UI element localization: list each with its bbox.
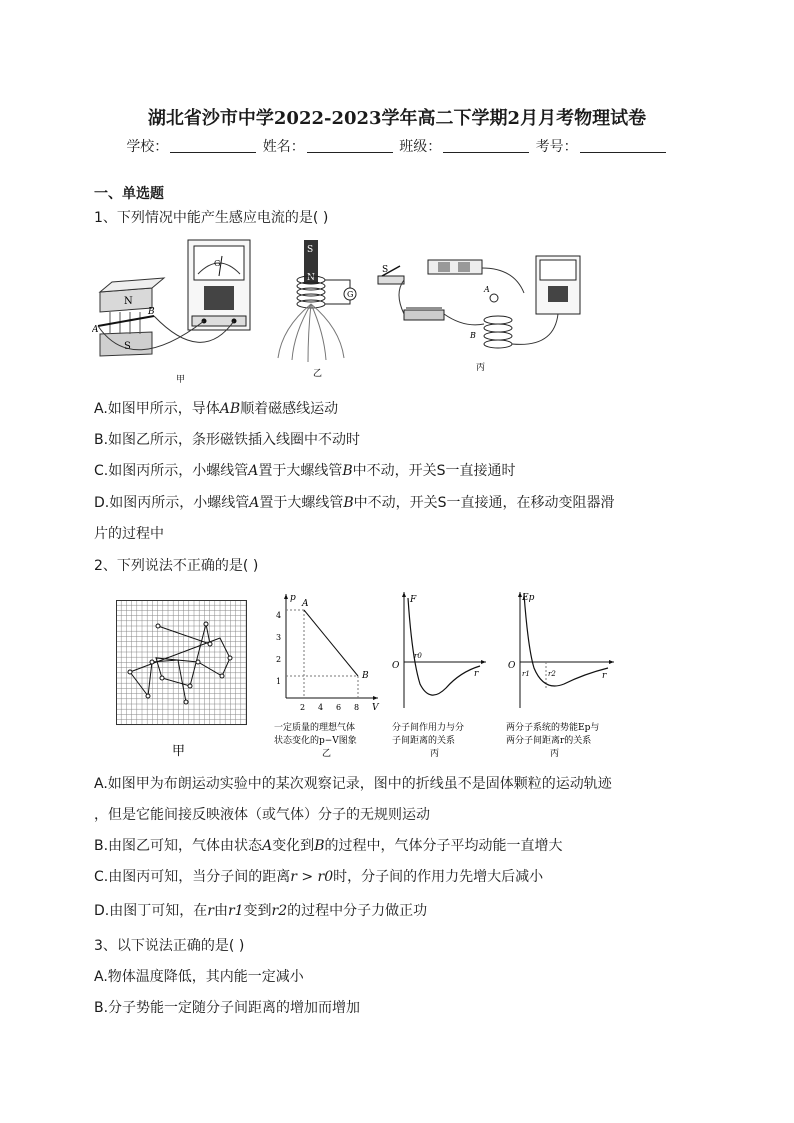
page-title: 湖北省沙市中学2022-2023学年高二下学期2月月考物理试卷: [147, 108, 647, 129]
exam-no-label: 考号：: [535, 139, 578, 155]
q1-option-c: [94, 460, 516, 480]
q2-d-var-r: r: [207, 903, 214, 919]
q2-stem: 2、下列说法不正确的是( ): [94, 558, 259, 574]
student-info-row: [0, 136, 794, 156]
fig-jia-caption: 甲: [176, 375, 186, 385]
name-label: 姓名：: [262, 139, 305, 155]
name-blank: [307, 138, 393, 153]
q1-d-text-4: 一直接通，在移动变阻器滑: [446, 495, 615, 511]
section-heading: 一、单选题: [94, 186, 164, 202]
switch-s-label: S: [382, 265, 389, 275]
q1-c-var-s: S: [436, 463, 446, 479]
q2-d-text-3: 变到: [243, 903, 272, 919]
exam-no-blank: [580, 138, 666, 153]
force-caption-1: 分子间作用力与分: [392, 723, 465, 733]
q2-option-c: [94, 866, 543, 886]
fig-bing-caption: 丙: [476, 363, 486, 373]
q2-b-var-a: A: [262, 838, 273, 854]
q1-figure-bing: [374, 248, 584, 374]
potential-caption-1: 两分子系统的势能Ep与: [506, 723, 600, 733]
pv-point-a-label: A: [302, 599, 309, 609]
pv-v-axis-label: V: [372, 703, 379, 713]
q1-d-text-3: 中不动，开关: [353, 495, 438, 511]
q1-c-var-b: B: [342, 463, 353, 479]
conductor-a-label: A: [92, 325, 99, 335]
q1-d-text: D.如图丙所示，小螺线管: [94, 495, 250, 511]
yi-g-label: G: [347, 290, 354, 299]
q1-stem: 1、下列情况中能产生感应电流的是( ): [94, 210, 329, 226]
q1-a-var: AB: [219, 401, 241, 417]
pv-caption-1: 一定质量的理想气体: [274, 723, 356, 733]
q2-option-d: [94, 900, 427, 920]
q2-figure-jia: [116, 600, 248, 760]
force-r-axis-label: r: [474, 669, 479, 679]
pv-caption-3: 乙: [322, 749, 332, 758]
q1-a-text: A.如图甲所示，导体: [94, 401, 220, 417]
q2-b-var-b: B: [314, 838, 325, 854]
q2-figure-bing-potential: [504, 588, 622, 758]
q2-fig-jia-caption: 甲: [172, 744, 186, 759]
solenoid-b-label: B: [470, 331, 476, 340]
galvanometer-g-label: G: [214, 259, 221, 268]
force-r0-label: r0: [414, 652, 422, 660]
q1-c-var-a: A: [248, 463, 259, 479]
q1-d-var-a: A: [249, 495, 260, 511]
force-caption-3: 丙: [430, 749, 440, 758]
q3-option-a: A.物体温度降低，其内能一定减小: [94, 969, 304, 985]
q1-option-b: B.如图乙所示，条形磁铁插入线圈中不动时: [94, 432, 361, 448]
pv-p-axis-label: p: [290, 593, 296, 603]
q3-stem: 3、以下说法正确的是( ): [94, 938, 245, 954]
magnet-s-label: S: [124, 341, 131, 352]
q2-b-text-3: 的过程中，气体分子平均动能一直增大: [324, 838, 563, 854]
q1-option-d: [94, 492, 615, 512]
q1-d-text-2: 置于大螺线管: [259, 495, 344, 511]
q2-option-a-line2: ，但是它能间接反映液体（或气体）分子的无规则运动: [94, 807, 430, 823]
q2-figure-bing-force: [390, 588, 490, 758]
force-origin-label: O: [392, 661, 400, 671]
potential-caption-2: 两分子间距离r的关系: [506, 736, 592, 746]
q2-c-text-2: 时，分子间的作用力先增大后减小: [333, 869, 544, 885]
q1-d-var-s: S: [437, 495, 447, 511]
pv-y-tick-2: 2: [276, 655, 282, 664]
pv-caption-2: 状态变化的p−V图象: [274, 736, 357, 746]
q1-option-a: [94, 398, 338, 418]
q3-option-b: B.分子势能一定随分子间距离的增加而增加: [94, 1000, 361, 1016]
q1-option-d-line2: 片的过程中: [94, 526, 164, 542]
class-blank: [443, 138, 529, 153]
potential-r1-label: r1: [522, 670, 530, 678]
q1-a-text-2: 顺着磁感线运动: [240, 401, 339, 417]
pv-x-tick-2: 2: [300, 703, 306, 712]
pv-y-tick-3: 3: [276, 633, 282, 642]
q2-option-b: [94, 835, 562, 855]
potential-ep-axis-label: Ep: [522, 593, 535, 603]
q2-c-text: C.由图丙可知，当分子间的距离: [94, 869, 291, 885]
q1-c-text-2: 置于大螺线管: [258, 463, 343, 479]
q1-figure-yi: [272, 238, 362, 378]
pv-x-tick-4: 4: [318, 703, 324, 712]
q2-d-text: D.由图丁可知，在: [94, 903, 208, 919]
q1-c-text: C.如图丙所示，小螺线管: [94, 463, 249, 479]
potential-r2-label: r2: [548, 670, 556, 678]
pv-x-tick-8: 8: [354, 703, 360, 712]
bar-magnet-s-label: S: [307, 245, 314, 255]
pv-process-line: [304, 610, 358, 676]
potential-caption-3: 丙: [550, 749, 560, 758]
q2-b-text: B.由图乙可知，气体由状态: [94, 838, 263, 854]
q2-option-a-line1: A.如图甲为布朗运动实验中的某次观察记录，图中的折线虽不是固体颗粒的运动轨迹: [94, 776, 612, 792]
q2-d-var-r2: r2: [271, 903, 288, 919]
force-f-axis-label: F: [410, 595, 417, 605]
fig-yi-caption: 乙: [313, 369, 323, 378]
magnet-n-label: N: [124, 296, 133, 307]
q2-figure-yi: [272, 588, 384, 758]
solenoid-a-label: A: [484, 285, 490, 294]
school-blank: [170, 138, 256, 153]
force-caption-2: 子间距离的关系: [392, 736, 456, 746]
q2-c-math: r > r0: [290, 869, 334, 885]
pv-y-tick-1: 1: [276, 677, 282, 686]
conductor-b-label: B: [148, 307, 155, 317]
q2-d-text-2: 由: [213, 903, 228, 919]
pv-y-tick-4: 4: [276, 611, 282, 620]
q2-b-text-2: 变化到: [272, 838, 315, 854]
school-label: 学校：: [126, 139, 169, 155]
pv-point-b-label: B: [362, 671, 369, 681]
q2-d-var-r1: r1: [227, 903, 244, 919]
pv-x-tick-6: 6: [336, 703, 342, 712]
q2-d-text-4: 的过程中分子力做正功: [287, 903, 428, 919]
class-label: 班级：: [399, 139, 442, 155]
q1-c-text-4: 一直接通时: [445, 463, 516, 479]
bar-magnet-n-label: N: [307, 273, 315, 283]
q1-d-var-b: B: [343, 495, 354, 511]
q1-c-text-3: 中不动，开关: [352, 463, 437, 479]
potential-r-axis-label: r: [602, 671, 607, 681]
q1-figure-jia: [92, 236, 264, 386]
potential-origin-label: O: [508, 661, 516, 671]
